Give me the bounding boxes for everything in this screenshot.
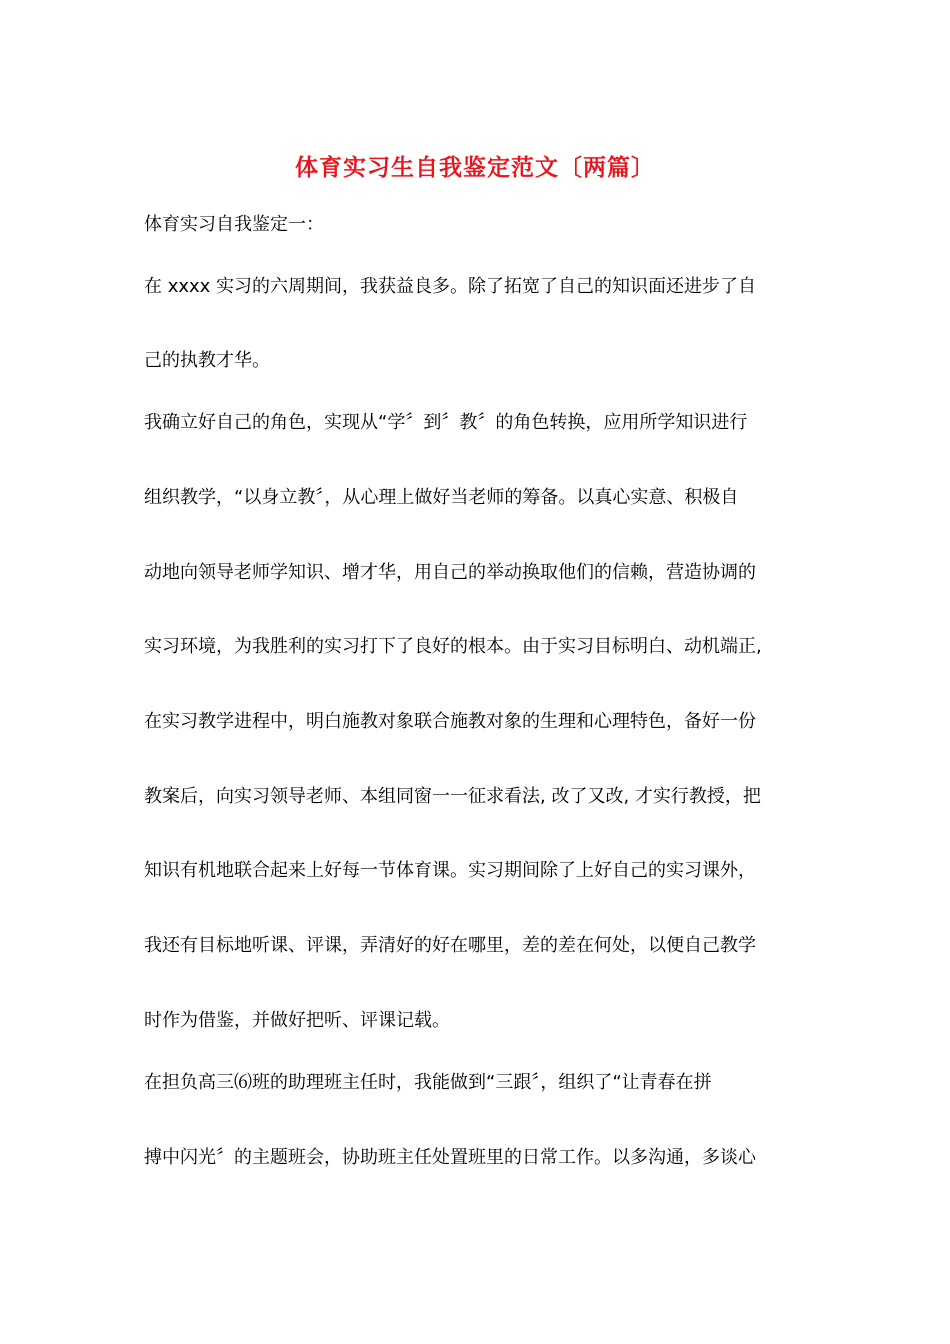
- body-line: 在担负高三⑹班的助理班主任时，我能做到“三跟〞，组织了“让青春在拼: [144, 1072, 712, 1093]
- body-line: 教案后，向实习领导老师、本组同窗一一征求看法, 改了又改, 才实行教授，把: [144, 786, 761, 807]
- body-line: 我还有目标地听课、评课，弄清好的好在哪里，差的差在何处，以便自己教学: [144, 935, 756, 956]
- body-line: 知识有机地联合起来上好每一节体育课。实习期间除了上好自己的实习课外，: [144, 860, 756, 881]
- document-title: 体育实习生自我鉴定范文〔两篇〕: [295, 154, 655, 181]
- body-line: 搏中闪光〞的主题班会，协助班主任处置班里的日常工作。以多沟通，多谈心: [144, 1147, 756, 1168]
- body-line: 实习环境，为我胜利的实习打下了良好的根本。由于实习目标明白、动机端正,: [144, 636, 762, 657]
- body-line: 我确立好自己的角色，实现从“学〞到〞教〞的角色转换，应用所学知识进行: [144, 412, 748, 433]
- body-line: 动地向领导老师学知识、增才华，用自己的举动换取他们的信赖，营造协调的: [144, 562, 756, 583]
- body-line: 组织教学，“以身立教〞，从心理上做好当老师的筹备。以真心实意、积极自: [144, 487, 739, 508]
- section-heading: 体育实习自我鉴定一：: [144, 214, 324, 235]
- body-line: 在实习教学进程中，明白施教对象联合施教对象的生理和心理特色，备好一份: [144, 711, 756, 732]
- body-line: 时作为借鉴，并做好把听、评课记载。: [144, 1010, 450, 1031]
- body-line: 在 xxxx 实习的六周期间，我获益良多。除了拓宽了自己的知识面还进步了自: [144, 276, 757, 297]
- body-line: 己的执教才华。: [144, 350, 270, 371]
